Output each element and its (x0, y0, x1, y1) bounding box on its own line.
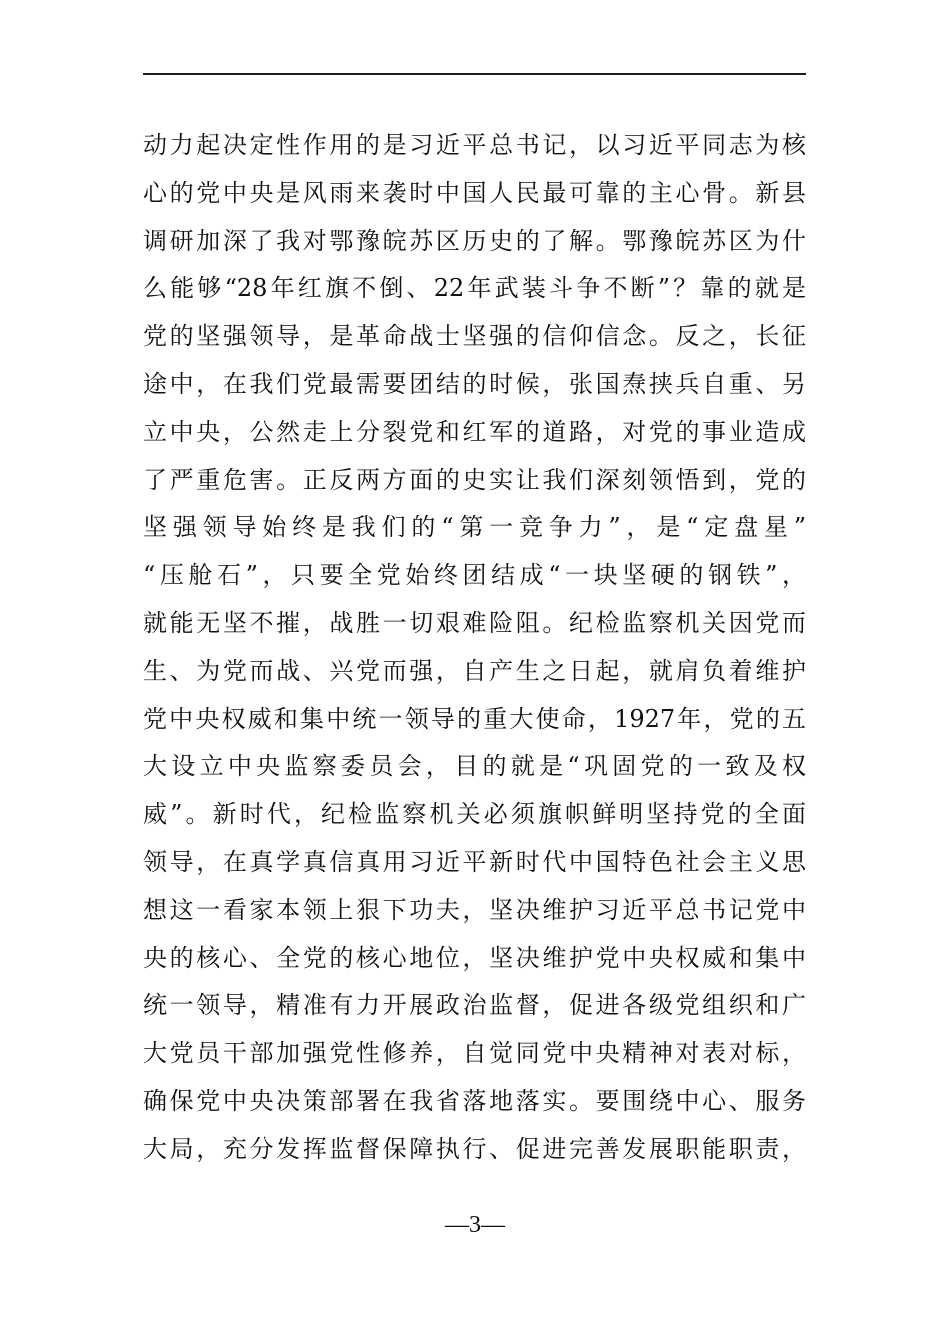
text-line: “压舱石”，只要全党始终团结成“一块坚硬的钢铁”， (143, 561, 806, 590)
text-line: 坚强领导始终是我们的“第一竞争力”，是“定盘星” (143, 513, 806, 542)
text-line: 动力起决定性作用的是习近平总书记，以习近平同志为核 (143, 131, 806, 159)
text-line: 生、为党而战、兴党而强，自产生之日起，就肩负着维护 (143, 656, 806, 685)
text-line: 心的党中央是风雨来袭时中国人民最可靠的主心骨。新县 (143, 178, 806, 207)
text-line: 央的核心、全党的核心地位，坚决维护党中央权威和集中 (143, 943, 806, 972)
header-rule (143, 73, 806, 75)
text-line: 么能够“28年红旗不倒、22年武装斗争不断”？靠的就是 (143, 274, 806, 303)
text-line: 调研加深了我对鄂豫皖苏区历史的了解。鄂豫皖苏区为什 (143, 226, 806, 255)
text-line: 了严重危害。正反两方面的史实让我们深刻领悟到，党的 (143, 465, 806, 494)
text-line: 想这一看家本领上狠下功夫，坚决维护习近平总书记党中 (143, 895, 806, 924)
text-line: 大设立中央监察委员会，目的就是“巩固党的一致及权 (143, 752, 806, 781)
text-line: 途中，在我们党最需要团结的时候，张国焘挟兵自重、另 (143, 369, 806, 398)
text-line: 大党员干部加强党性修养，自觉同党中央精神对表对标， (143, 1039, 806, 1068)
text-line: 立中央，公然走上分裂党和红军的道路，对党的事业造成 (143, 417, 806, 446)
text-line: 统一领导，精准有力开展政治监督，促进各级党组织和广 (143, 991, 806, 1020)
page-number: —3— (445, 1212, 505, 1238)
text-line: 领导，在真学真信真用习近平新时代中国特色社会主义思 (143, 847, 806, 876)
text-line: 就能无坚不摧，战胜一切艰难险阻。纪检监察机关因党而 (143, 608, 806, 637)
body-text (143, 122, 806, 1174)
text-line: 党中央权威和集中统一领导的重大使命，1927年，党的五 (143, 704, 806, 733)
text-line: 党的坚强领导，是革命战士坚强的信仰信念。反之，长征 (143, 322, 806, 351)
text-line: 确保党中央决策部署在我省落地落实。要围绕中心、服务 (143, 1086, 806, 1115)
text-line: 大局，充分发挥监督保障执行、促进完善发展职能职责， (143, 1134, 806, 1163)
text-line: 威”。新时代，纪检监察机关必须旗帜鲜明坚持党的全面 (143, 800, 806, 829)
